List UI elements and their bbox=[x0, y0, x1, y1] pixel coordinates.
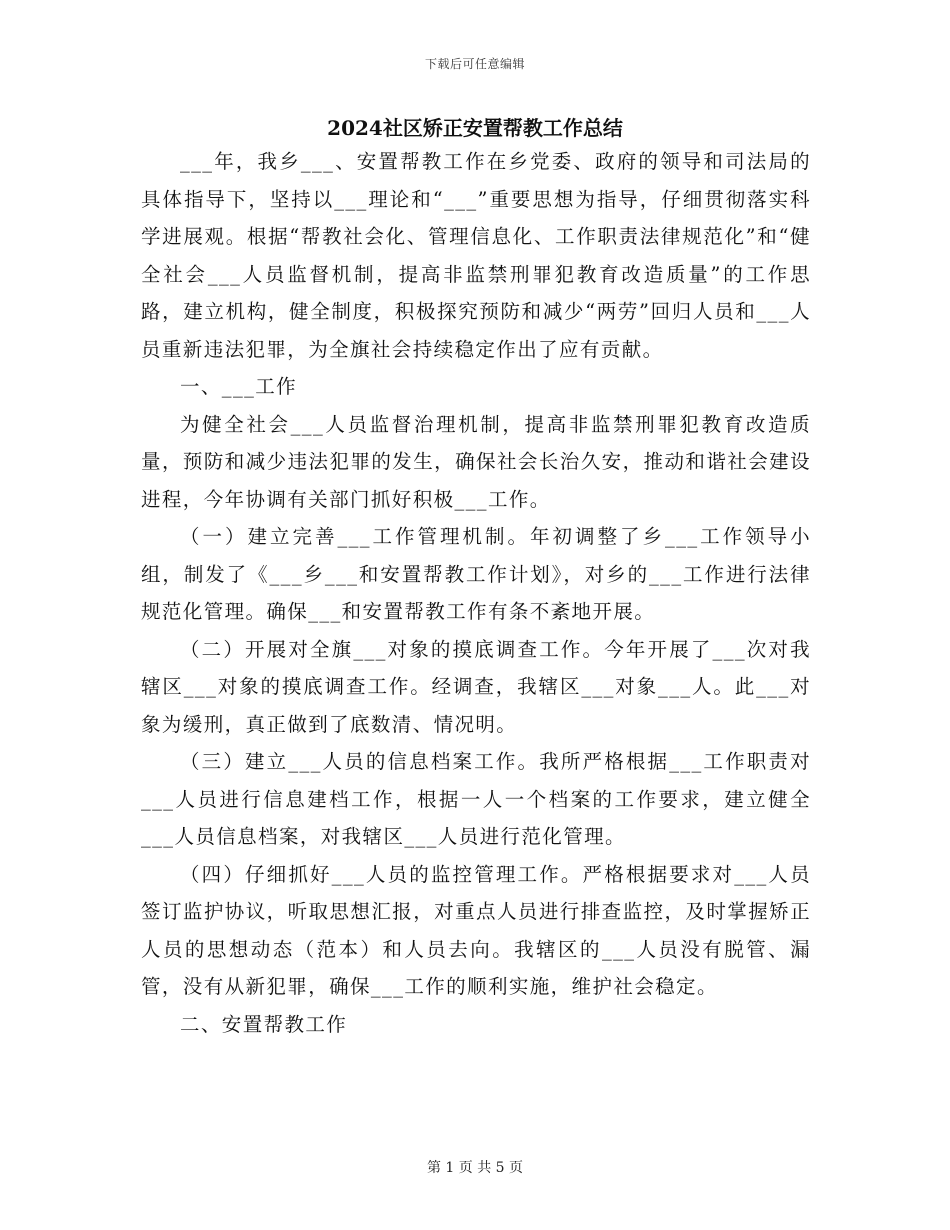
page-number: 第 1 页 共 5 页 bbox=[426, 1160, 524, 1176]
download-note: 下载后可任意编辑 bbox=[424, 57, 525, 71]
paragraph-section-1: 为健全社会___人员监督治理机制，提高非监禁刑罪犯教育改造质量，预防和减少违法犯罪的发生，确保社会长治久安，推动和谐社会建设进程，今年协调有关部门抓好积极___工作。 bbox=[141, 412, 811, 511]
paragraph-item-3: （三）建立___人员的信息档案工作。我所严格根据___工作职责对___人员进行信息建档工作，根据一人一个档案的工作要求，建立健全___人员信息档案，对我辖区___人员进行范化管理。 bbox=[141, 750, 811, 848]
paragraph-item-1: （一）建立完善___工作管理机制。年初调整了乡___工作领导小组，制发了《___乡___和安置帮教工作计划》，对乡的___工作进行法律规范化管理。确保___和安置帮教工作有条不紊地开展。 bbox=[141, 525, 811, 623]
paragraph-intro: ___年，我乡___、安置帮教工作在乡党委、政府的领导和司法局的具体指导下，坚持以___理论和“___”重要思想为指导，仔细贯彻落实科学进展观。根据“帮教社会化、管理信息化、工作职责法律规范化”和“健全社会___人员监督机制，提高非监禁刑罪犯教育改造质量”的工作思路，建立机构，健全制度，积极探究预防和减少“两劳”回归人员和___人员重新违法犯罪，为全旗社会持续稳定作出了应有贡献。 bbox=[141, 150, 811, 361]
paragraph-item-4: （四）仔细抓好___人员的监控管理工作。严格根据要求对___人员签订监护协议，听取思想汇报，对重点人员进行排查监控，及时掌握矫正人员的思想动态（范本）和人员去向。我辖区的___人员没有脱管、漏管，没有从新犯罪，确保___工作的顺利实施，维护社会稳定。 bbox=[141, 862, 811, 998]
section-heading-1: 一、___工作 bbox=[180, 375, 298, 398]
paragraph-item-2: （二）开展对全旗___对象的摸底调查工作。今年开展了___次对我辖区___对象的摸底调查工作。经调查，我辖区___对象___人。此___对象为缓刑，真正做到了底数清、情况明。 bbox=[141, 637, 811, 736]
section-heading-2: 二、安置帮教工作 bbox=[180, 1012, 348, 1036]
document-body bbox=[141, 143, 811, 1043]
document-title: 2024社区矫正安置帮教工作总结 bbox=[327, 116, 623, 140]
